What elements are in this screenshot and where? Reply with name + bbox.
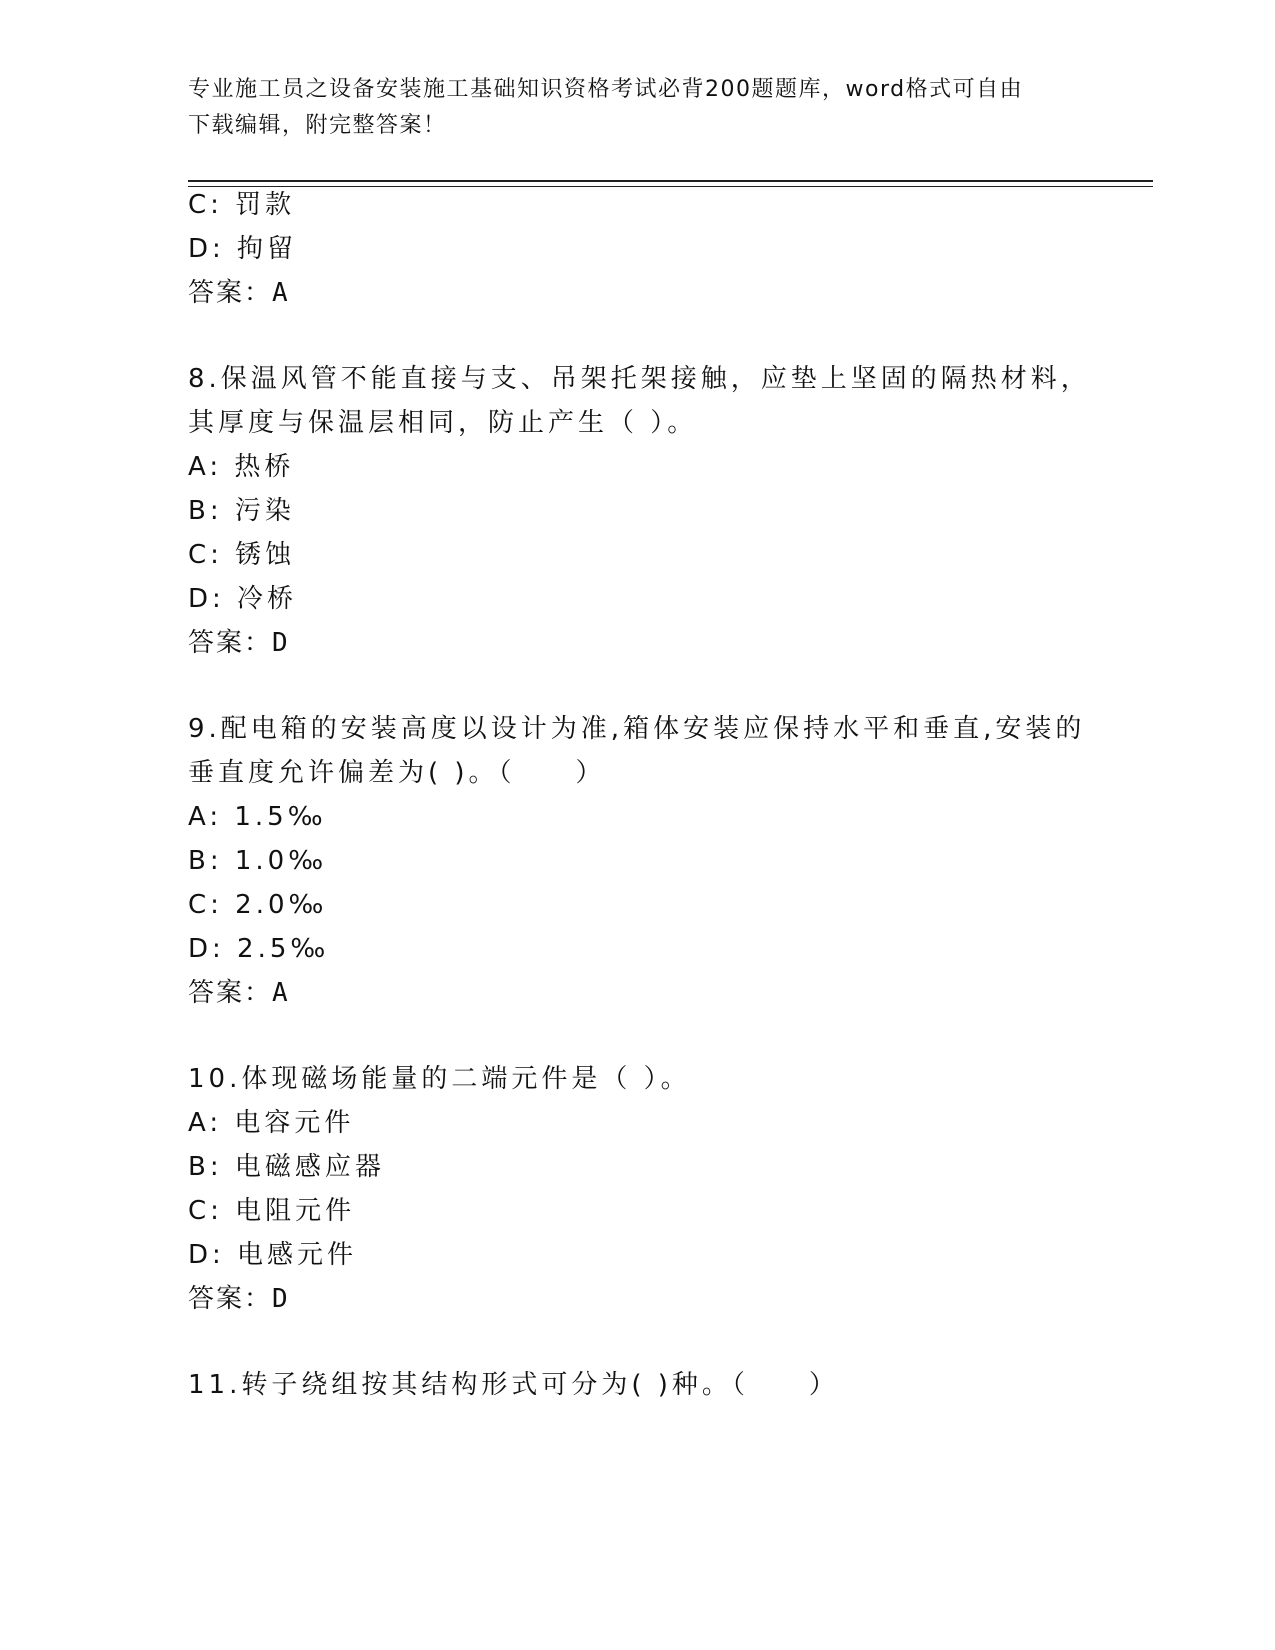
q10-stem-line-1: 10.体现磁场能量的二端元件是（ ）。	[188, 1064, 691, 1094]
q7-option-c: C: 罚款	[188, 190, 296, 220]
q9-stem-line-1: 9.配电箱的安装高度以设计为准,箱体安装应保持水平和垂直,安装的	[188, 714, 1086, 744]
q10-option-d: D: 电感元件	[188, 1240, 358, 1270]
header-divider-thin	[188, 186, 1153, 187]
q8-stem-line-2: 其厚度与保温层相同，防止产生（ ）。	[188, 408, 698, 438]
q8-option-b: B: 污染	[188, 496, 295, 526]
q10-answer	[188, 1282, 290, 1316]
q8-option-a: A: 热桥	[188, 452, 295, 482]
q10-option-b: B: 电磁感应器	[188, 1152, 385, 1182]
q7-option-d: D: 拘留	[188, 234, 298, 264]
answer-value: A	[272, 278, 290, 308]
q9-answer	[188, 976, 290, 1010]
q9-option-d: D: 2.5‰	[188, 934, 330, 964]
q8-option-d: D: 冷桥	[188, 584, 298, 614]
answer-value: D	[272, 628, 290, 658]
q11-stem-line-1: 11.转子绕组按其结构形式可分为( )种。（ ）	[188, 1370, 839, 1400]
q8-option-c: C: 锈蚀	[188, 540, 296, 570]
answer-label: 答案：	[188, 978, 273, 1008]
q8-stem-line-1: 8.保温风管不能直接与支、吊架托架接触，应垫上坚固的隔热材料，	[188, 364, 1091, 394]
answer-value: A	[272, 978, 290, 1008]
answer-label: 答案：	[188, 278, 273, 308]
header-title-line-2: 下载编辑，附完整答案！	[188, 113, 447, 138]
q7-answer	[188, 276, 290, 310]
answer-value: D	[272, 1284, 290, 1314]
answer-label: 答案：	[188, 628, 273, 658]
q9-stem-line-2: 垂直度允许偏差为( )。（ ）	[188, 758, 606, 788]
q9-option-b: B: 1.0‰	[188, 846, 328, 876]
header-divider-thick	[188, 180, 1153, 182]
q8-answer	[188, 626, 290, 660]
header-title-line-1: 专业施工员之设备安装施工基础知识资格考试必背200题题库，word格式可自由	[188, 77, 1024, 102]
document-header	[188, 72, 1088, 144]
q10-option-c: C: 电阻元件	[188, 1196, 356, 1226]
answer-label: 答案：	[188, 1284, 273, 1314]
q9-option-a: A: 1.5‰	[188, 802, 327, 832]
q10-option-a: A: 电容元件	[188, 1108, 355, 1138]
q9-option-c: C: 2.0‰	[188, 890, 328, 920]
